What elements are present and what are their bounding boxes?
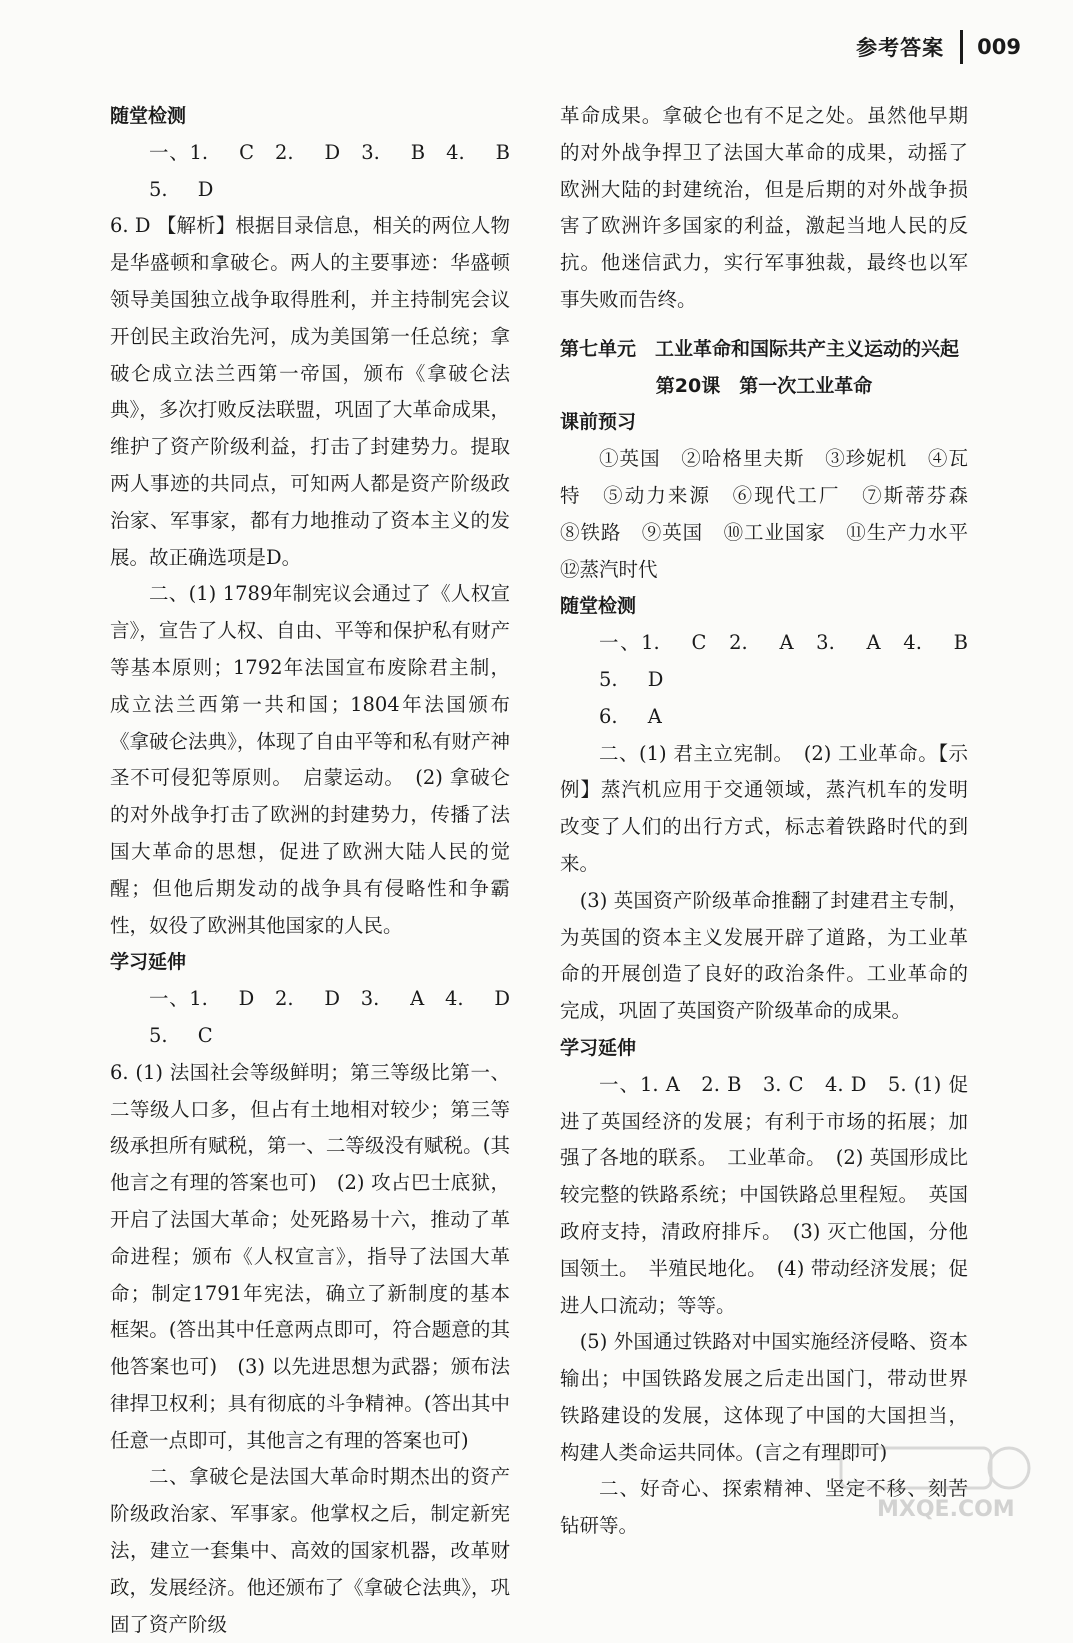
paragraph: 二、拿破仑是法国大革命时期杰出的资产阶级政治家、军事家。他掌权之后，制定新宪法，建立一套集中、高效的国家机器，改革财政，发展经济。他还颁布了《拿破仑法典》，巩固了资产阶级 bbox=[110, 1465, 510, 1636]
right-column bbox=[560, 98, 988, 1545]
paragraph: (3) 英国资产阶级革命推翻了封建君主专制，为英国的资本主义发展开辟了道路，为工业革命的开展创造了良好的政治条件。工业革命的完成，巩固了英国资产阶级革命的成果。 bbox=[560, 888, 968, 1023]
header-title: 参考答案 bbox=[856, 36, 945, 60]
section-heading: 学习延伸 bbox=[110, 951, 187, 974]
paragraph: ①英国 ②哈格里夫斯 ③珍妮机 ④瓦特 ⑤动力来源 ⑥现代工厂 ⑦斯蒂芬森 ⑧铁路 ⑨英国 ⑩工业国家 ⑪生产力水平 ⑫蒸汽时代 bbox=[560, 447, 988, 581]
watermark-logo bbox=[837, 1444, 1037, 1524]
paragraph: 二、(1) 君主立宪制。 (2) 工业革命。【示例】蒸汽机应用于交通领域，蒸汽机车的发明改变了人们的出行方式，标志着铁路时代的到来。 bbox=[560, 741, 968, 875]
section-heading: 学习延伸 bbox=[560, 1036, 637, 1059]
section-heading: 随堂检测 bbox=[560, 595, 637, 618]
answer-line: 一、1. D 2. D 3. A 4. D 5. C bbox=[149, 987, 530, 1047]
section-heading: 随堂检测 bbox=[110, 105, 187, 127]
unit-title: 第七单元 工业革命和国际共产主义运动的兴起 bbox=[560, 337, 960, 360]
left-column bbox=[110, 98, 530, 1643]
header-divider bbox=[960, 30, 963, 64]
watermark-text: MXQE.COM bbox=[877, 1497, 1015, 1522]
paragraph: 二、(1) 1789年制宪议会通过了《人权宣言》，宣告了人权、自由、平等和保护私有财产等基本原则；1792年法国宣布废除君主制，成立法兰西第一共和国；1804年法国颁布《拿破仑法典》，体现了自由平等和私有财产神圣不可侵犯等原则。 启蒙运动。 (2) 拿破仑的对外战争打击了欧洲的封建势力，传播了法国大革命的思想，促进了欧洲大陆人民的觉醒；但他后期发动的战争具有侵略性和争霸性，奴役了欧洲其他国家的人民。 bbox=[110, 582, 510, 937]
answer-line: 一、1. C 2. D 3. B 4. B 5. D bbox=[149, 140, 530, 201]
watermark-frame-icon bbox=[841, 1448, 991, 1488]
paragraph: 6. (1) 法国社会等级鲜明；第三等级比第一、二等级人口多，但占有土地相对较少；第三等级承担所有赋税，第一、二等级没有赋税。(其他言之有理的答案也可) (2) 攻占巴士底狱，开启了法国大革命；处死路易十六，推动了革命进程；颁布《人权宣言》，指导了法国大革命；制定1791年宪法，确立了新制度的基本框架。(答出其中任意两点即可，符合题意的其他答案也可) (3) 以先进思想为武器；颁布法律捍卫权利；具有彻底的斗争精神。(答出其中任意一点即可，其他言之有理的答案也可) bbox=[110, 1060, 510, 1452]
page-number: 009 bbox=[977, 35, 1021, 59]
section-heading: 课前预习 bbox=[560, 411, 637, 434]
paragraph: 6. D 【解析】根据目录信息，相关的两位人物是华盛顿和拿破仑。两人的主要事迹：华盛顿领导美国独立战争取得胜利，并主持制宪会议开创民主政治先河，成为美国第一任总统；拿破仑成立法兰西第一帝国，颁布《拿破仑法典》，多次打败反法联盟，巩固了大革命成果，维护了资产阶级利益，打击了封建势力。提取两人事迹的共同点，可知两人都是资产阶级政治家、军事家，都有力地推动了资本主义的发展。故正确选项是D。 bbox=[110, 214, 510, 569]
paragraph: 革命成果。拿破仑也有不足之处。虽然他早期的对外战争捍卫了法国大革命的成果，动摇了欧洲大陆的封建统治，但是后期的对外战争损害了欧洲许多国家的利益，激起当地人民的反抗。他迷信武力，实行军事独裁，最终也以军事失败而告终。 bbox=[560, 104, 968, 311]
page-header bbox=[856, 30, 1021, 64]
paragraph: (5) 外国通过铁路对中国实施经济侵略、资本输出；中国铁路发展之后走出国门，带动世界铁路建设的发展，这体现了中国的大国担当，构建人类命运共同体。(言之有理即可) bbox=[560, 1330, 968, 1464]
answer-line: 一、1. C 2. A 3. A 4. B 5. D bbox=[599, 631, 988, 691]
paragraph: 一、1. A 2. B 3. C 4. D 5. (1) 促进了英国经济的发展；有利于市场的拓展；加强了各地的联系。 工业革命。 (2) 英国形成比较完整的铁路系统；中国铁路总里程短。 英国政府支持，清政府排斥。 (3) 灭亡他国，分他国领土。 半殖民地化。 (4) 带动经济发展；促进人口流动；等等。 bbox=[560, 1072, 968, 1317]
lesson-title: 第20课 第一次工业革命 bbox=[655, 374, 873, 397]
answer-line: 6. A bbox=[599, 704, 662, 728]
watermark-circle-icon bbox=[989, 1448, 1029, 1488]
paragraph: 二、好奇心、探索精神、坚定不移、刻苦钻研等。 bbox=[560, 1477, 968, 1538]
